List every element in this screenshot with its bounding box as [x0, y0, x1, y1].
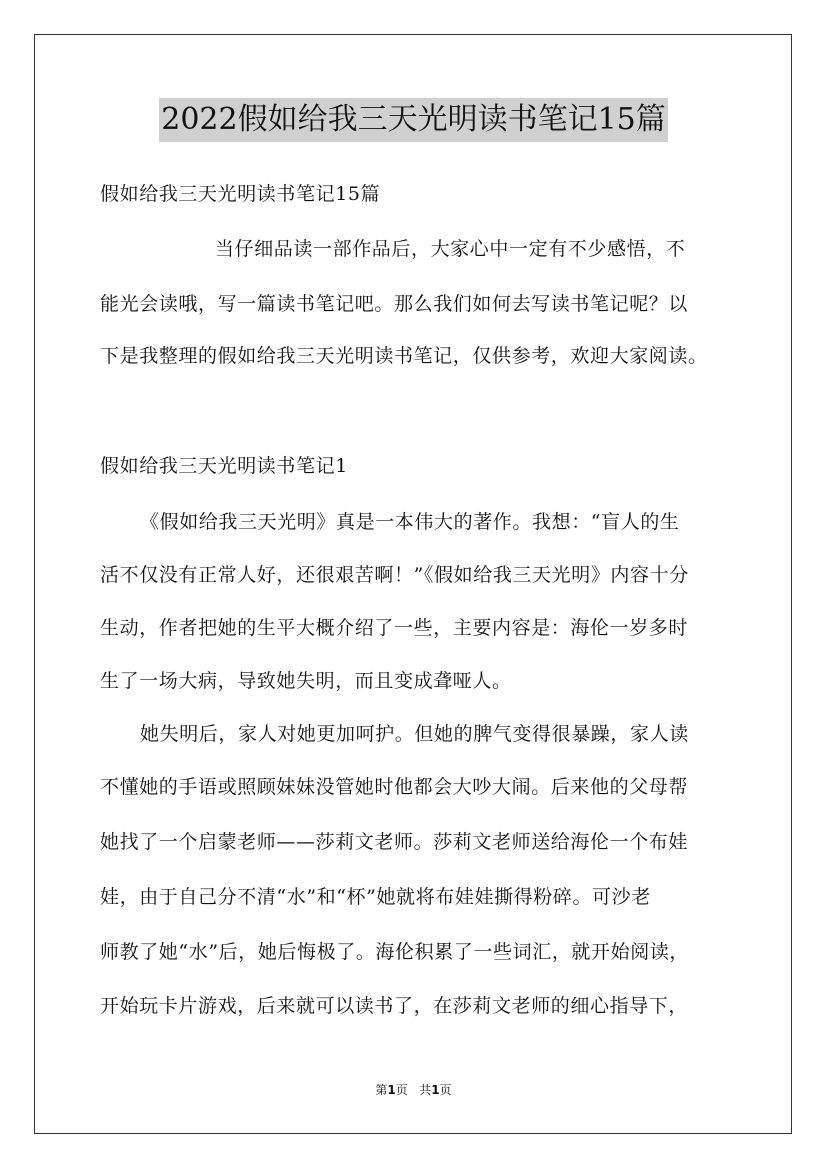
para2-line-3: 她找了一个启蒙老师——莎莉文老师。莎莉文老师送给海伦一个布娃: [100, 831, 689, 853]
para2-line-1: 她失明后，家人对她更加呵护。但她的脾气变得很暴躁，家人读: [140, 723, 689, 745]
intro-line-3: 下是我整理的假如给我三天光明读书笔记，仅供参考，欢迎大家阅读。: [100, 345, 708, 367]
para2-line-4: 娃，由于自己分不清“水”和“杯”她就将布娃娃撕得粉碎。可沙老: [100, 886, 651, 908]
footer-page-mid: 页 共: [395, 1083, 432, 1097]
intro-line-2: 能光会读哦，写一篇读书笔记吧。那么我们如何去写读书笔记呢？以: [100, 293, 689, 315]
subtitle: 假如给我三天光明读书笔记15篇: [100, 183, 381, 205]
footer-page-current: 1: [387, 1083, 396, 1097]
footer-page-suffix: 页: [439, 1083, 452, 1097]
footer-page-total: 1: [431, 1083, 440, 1097]
para1-line-4: 生了一场大病，导致她失明，而且变成聋哑人。: [100, 670, 512, 692]
intro-line-1: 当仔细品读一部作品后，大家心中一定有不少感悟，不: [215, 238, 686, 260]
para1-line-1: 《假如给我三天光明》真是一本伟大的著作。我想：“盲人的生: [140, 511, 680, 533]
para1-line-2: 活不仅没有正常人好，还很艰苦啊！”《假如给我三天光明》内容十分: [100, 564, 689, 586]
document-title: 2022假如给我三天光明读书笔记15篇: [159, 98, 668, 142]
para1-line-3: 生动，作者把她的生平大概介绍了一些，主要内容是：海伦一岁多时: [100, 617, 689, 639]
para2-line-2: 不懂她的手语或照顾妹妹没管她时他都会大吵大闹。后来他的父母帮: [100, 776, 689, 798]
footer-page-prefix: 第: [375, 1083, 388, 1097]
para2-line-5: 师教了她“水”后，她后悔极了。海伦积累了一些词汇，就开始阅读，: [100, 941, 690, 963]
title-container: [0, 98, 827, 142]
para2-line-6: 开始玩卡片游戏，后来就可以读书了，在莎莉文老师的细心指导下，: [100, 995, 689, 1017]
section-heading: 假如给我三天光明读书笔记1: [100, 455, 348, 477]
page-footer: [0, 1082, 827, 1098]
